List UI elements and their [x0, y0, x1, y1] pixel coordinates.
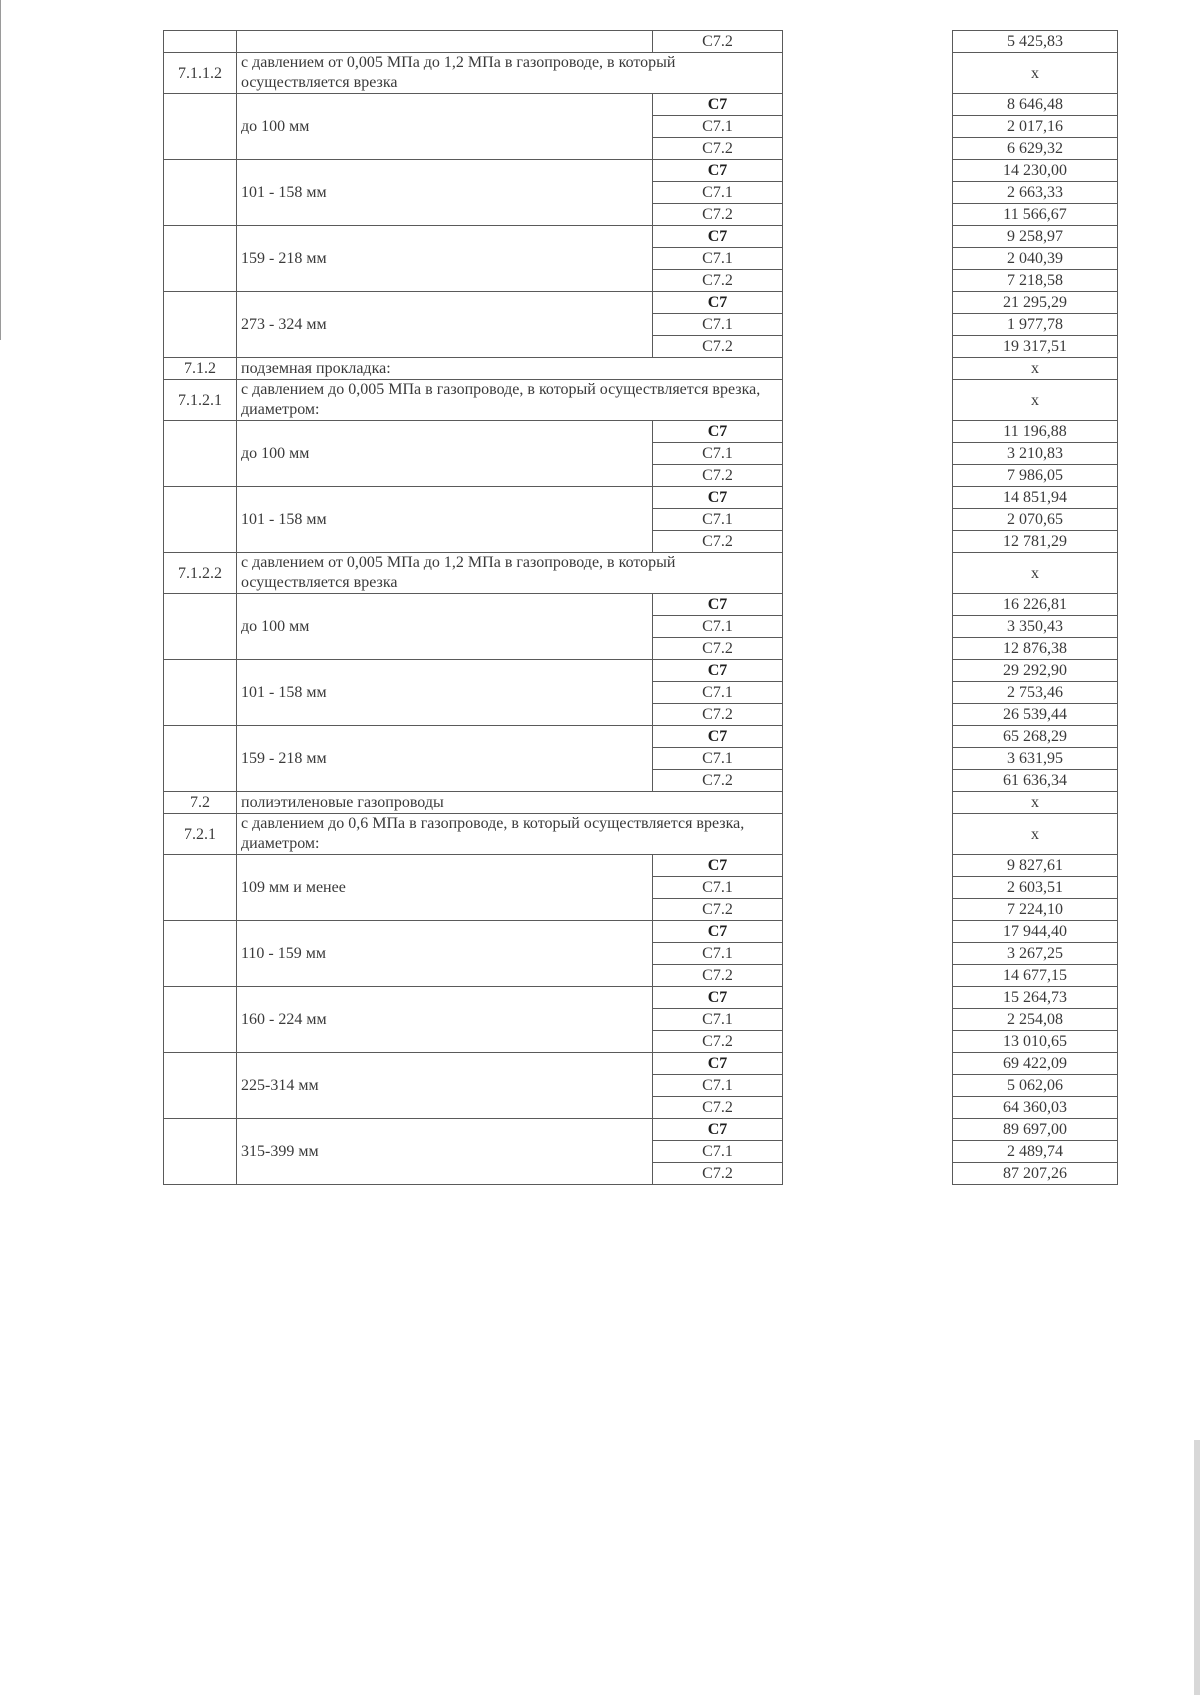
- section-header-row: [164, 792, 1118, 814]
- category-code-cell: С7.1: [653, 248, 783, 270]
- item-code-cell: [164, 226, 237, 292]
- value-cell: 11 566,67: [953, 204, 1118, 226]
- category-code-cell: С7.2: [653, 965, 783, 987]
- item-code-cell: [164, 660, 237, 726]
- section-header-row: [164, 53, 1118, 94]
- section-value: х: [953, 380, 1118, 421]
- category-code-cell: С7: [653, 660, 783, 682]
- value-cell: 19 317,51: [953, 336, 1118, 358]
- spacer-cell: [783, 182, 953, 204]
- diameter-label: 110 - 159 мм: [237, 921, 653, 987]
- category-code-cell: С7.2: [653, 704, 783, 726]
- category-code-cell: С7: [653, 987, 783, 1009]
- section-title: с давлением от 0,005 МПа до 1,2 МПа в газопроводе, в который осуществляется врезка: [237, 53, 783, 94]
- spacer-cell: [783, 443, 953, 465]
- spacer-cell: [783, 31, 953, 53]
- value-cell: 2 254,08: [953, 1009, 1118, 1031]
- item-code-cell: [164, 1119, 237, 1185]
- value-cell: 12 876,38: [953, 638, 1118, 660]
- value-cell: 5 425,83: [953, 31, 1118, 53]
- value-cell: 1 977,78: [953, 314, 1118, 336]
- spacer-cell: [783, 160, 953, 182]
- category-code-cell: С7.1: [653, 682, 783, 704]
- spacer-cell: [783, 421, 953, 443]
- category-code-cell: С7.2: [653, 204, 783, 226]
- value-cell: 2 070,65: [953, 509, 1118, 531]
- category-code-cell: С7.1: [653, 443, 783, 465]
- value-cell: 3 210,83: [953, 443, 1118, 465]
- spacer-cell: [783, 248, 953, 270]
- spacer-cell: [783, 877, 953, 899]
- diameter-label: до 100 мм: [237, 421, 653, 487]
- tariff-table-body: [164, 31, 1118, 1185]
- category-code-cell: С7: [653, 94, 783, 116]
- spacer-cell: [783, 660, 953, 682]
- category-code-cell: С7.1: [653, 1075, 783, 1097]
- spacer-cell: [783, 943, 953, 965]
- page-edge-shadow: [1194, 1440, 1200, 1695]
- spacer-cell: [783, 204, 953, 226]
- page-edge-line: [0, 0, 1, 340]
- spacer-cell: [783, 704, 953, 726]
- value-cell: 17 944,40: [953, 921, 1118, 943]
- table-row: [164, 987, 1118, 1009]
- spacer-cell: [783, 1053, 953, 1075]
- value-cell: 6 629,32: [953, 138, 1118, 160]
- value-cell: 11 196,88: [953, 421, 1118, 443]
- item-code-cell: [164, 292, 237, 358]
- category-code-cell: С7.2: [653, 336, 783, 358]
- value-cell: 5 062,06: [953, 1075, 1118, 1097]
- diameter-label: 109 мм и менее: [237, 855, 653, 921]
- table-row: [164, 487, 1118, 509]
- value-cell: 65 268,29: [953, 726, 1118, 748]
- diameter-label: 101 - 158 мм: [237, 487, 653, 553]
- section-header-row: [164, 358, 1118, 380]
- category-code-cell: С7: [653, 726, 783, 748]
- spacer-cell: [783, 314, 953, 336]
- category-code-cell: С7.2: [653, 465, 783, 487]
- item-code-cell: [164, 987, 237, 1053]
- section-code: 7.1.2: [164, 358, 237, 380]
- item-code-cell: [164, 921, 237, 987]
- item-code-cell: [164, 594, 237, 660]
- spacer-cell: [783, 94, 953, 116]
- table-row: [164, 921, 1118, 943]
- spacer-cell: [783, 292, 953, 314]
- category-code-cell: С7: [653, 487, 783, 509]
- category-code-cell: С7.2: [653, 1097, 783, 1119]
- table-row: [164, 292, 1118, 314]
- item-code-cell: [164, 1053, 237, 1119]
- diameter-label: 159 - 218 мм: [237, 226, 653, 292]
- section-header-row: [164, 814, 1118, 855]
- table-row: [164, 1053, 1118, 1075]
- category-code-cell: С7: [653, 226, 783, 248]
- category-code-cell: С7.2: [653, 638, 783, 660]
- category-code-cell: С7: [653, 421, 783, 443]
- category-code-cell: С7: [653, 160, 783, 182]
- spacer-cell: [783, 531, 953, 553]
- section-value: х: [953, 553, 1118, 594]
- value-cell: 14 677,15: [953, 965, 1118, 987]
- spacer-cell: [783, 358, 953, 380]
- category-code-cell: С7.1: [653, 748, 783, 770]
- item-code-cell: [164, 421, 237, 487]
- value-cell: 7 218,58: [953, 270, 1118, 292]
- spacer-cell: [783, 509, 953, 531]
- spacer-cell: [783, 748, 953, 770]
- spacer-cell: [783, 553, 953, 594]
- item-code-cell: [164, 487, 237, 553]
- table-row: [164, 726, 1118, 748]
- section-code: 7.2.1: [164, 814, 237, 855]
- spacer-cell: [783, 1097, 953, 1119]
- value-cell: 9 827,61: [953, 855, 1118, 877]
- diameter-label: 101 - 158 мм: [237, 660, 653, 726]
- spacer-cell: [783, 987, 953, 1009]
- diameter-label: до 100 мм: [237, 94, 653, 160]
- section-title: полиэтиленовые газопроводы: [237, 792, 783, 814]
- section-title: с давлением до 0,6 МПа в газопроводе, в который осуществляется врезка, диаметром:: [237, 814, 783, 855]
- value-cell: 16 226,81: [953, 594, 1118, 616]
- spacer-cell: [783, 814, 953, 855]
- spacer-cell: [783, 899, 953, 921]
- value-cell: 89 697,00: [953, 1119, 1118, 1141]
- section-title: с давлением от 0,005 МПа до 1,2 МПа в газопроводе, в который осуществляется врезка: [237, 553, 783, 594]
- value-cell: 9 258,97: [953, 226, 1118, 248]
- value-cell: 2 017,16: [953, 116, 1118, 138]
- value-cell: 7 224,10: [953, 899, 1118, 921]
- spacer-cell: [783, 138, 953, 160]
- value-cell: 2 040,39: [953, 248, 1118, 270]
- spacer-cell: [783, 965, 953, 987]
- tariff-table: [163, 30, 1118, 1185]
- category-code-cell: С7.1: [653, 509, 783, 531]
- section-header-row: [164, 553, 1118, 594]
- spacer-cell: [783, 1075, 953, 1097]
- item-code-cell: [164, 855, 237, 921]
- table-row: [164, 421, 1118, 443]
- category-code-cell: С7.1: [653, 1009, 783, 1031]
- section-title: подземная прокладка:: [237, 358, 783, 380]
- value-cell: 26 539,44: [953, 704, 1118, 726]
- section-value: х: [953, 814, 1118, 855]
- spacer-cell: [783, 1163, 953, 1185]
- value-cell: 14 851,94: [953, 487, 1118, 509]
- section-value: х: [953, 792, 1118, 814]
- category-code-cell: С7: [653, 855, 783, 877]
- spacer-cell: [783, 465, 953, 487]
- value-cell: 3 631,95: [953, 748, 1118, 770]
- diameter-label: 225-314 мм: [237, 1053, 653, 1119]
- spacer-cell: [783, 1141, 953, 1163]
- value-cell: 15 264,73: [953, 987, 1118, 1009]
- spacer-cell: [783, 726, 953, 748]
- spacer-cell: [783, 336, 953, 358]
- table-row: [164, 160, 1118, 182]
- spacer-cell: [783, 1031, 953, 1053]
- item-code-cell: [164, 726, 237, 792]
- category-code-cell: С7.2: [653, 31, 783, 53]
- category-code-cell: С7.1: [653, 116, 783, 138]
- value-cell: 7 986,05: [953, 465, 1118, 487]
- category-code-cell: С7: [653, 1119, 783, 1141]
- category-code-cell: С7.1: [653, 877, 783, 899]
- value-cell: 2 753,46: [953, 682, 1118, 704]
- spacer-cell: [783, 1119, 953, 1141]
- section-value: х: [953, 358, 1118, 380]
- spacer-cell: [783, 226, 953, 248]
- spacer-cell: [783, 53, 953, 94]
- spacer-cell: [783, 594, 953, 616]
- category-code-cell: С7: [653, 594, 783, 616]
- section-value: х: [953, 53, 1118, 94]
- value-cell: 3 267,25: [953, 943, 1118, 965]
- spacer-cell: [783, 682, 953, 704]
- diameter-label: 273 - 324 мм: [237, 292, 653, 358]
- section-title: с давлением до 0,005 МПа в газопроводе, в который осуществляется врезка, диаметром:: [237, 380, 783, 421]
- spacer-cell: [783, 487, 953, 509]
- category-code-cell: С7.2: [653, 138, 783, 160]
- spacer-cell: [783, 616, 953, 638]
- section-code: 7.2: [164, 792, 237, 814]
- value-cell: 69 422,09: [953, 1053, 1118, 1075]
- section-code: 7.1.2.1: [164, 380, 237, 421]
- category-code-cell: С7.2: [653, 1163, 783, 1185]
- value-cell: 13 010,65: [953, 1031, 1118, 1053]
- spacer-cell: [783, 770, 953, 792]
- section-code: 7.1.1.2: [164, 53, 237, 94]
- value-cell: 12 781,29: [953, 531, 1118, 553]
- item-code-cell: [164, 94, 237, 160]
- category-code-cell: С7.1: [653, 943, 783, 965]
- table-row: [164, 660, 1118, 682]
- table-row: [164, 226, 1118, 248]
- category-code-cell: С7.2: [653, 531, 783, 553]
- value-cell: 64 360,03: [953, 1097, 1118, 1119]
- spacer-cell: [783, 116, 953, 138]
- category-code-cell: С7.2: [653, 270, 783, 292]
- description-cell: [237, 31, 653, 53]
- category-code-cell: С7.2: [653, 899, 783, 921]
- item-code-cell: [164, 160, 237, 226]
- category-code-cell: С7.1: [653, 182, 783, 204]
- table-row: [164, 1119, 1118, 1141]
- table-row: [164, 855, 1118, 877]
- value-cell: 61 636,34: [953, 770, 1118, 792]
- category-code-cell: С7: [653, 292, 783, 314]
- diameter-label: 160 - 224 мм: [237, 987, 653, 1053]
- spacer-cell: [783, 921, 953, 943]
- item-code-cell: [164, 31, 237, 53]
- spacer-cell: [783, 270, 953, 292]
- value-cell: 3 350,43: [953, 616, 1118, 638]
- spacer-cell: [783, 638, 953, 660]
- value-cell: 21 295,29: [953, 292, 1118, 314]
- diameter-label: 159 - 218 мм: [237, 726, 653, 792]
- table-row: [164, 594, 1118, 616]
- category-code-cell: С7.2: [653, 770, 783, 792]
- spacer-cell: [783, 855, 953, 877]
- value-cell: 2 603,51: [953, 877, 1118, 899]
- category-code-cell: С7: [653, 921, 783, 943]
- section-header-row: [164, 380, 1118, 421]
- category-code-cell: С7: [653, 1053, 783, 1075]
- table-row: [164, 31, 1118, 53]
- table-row: [164, 94, 1118, 116]
- value-cell: 2 663,33: [953, 182, 1118, 204]
- diameter-label: 315-399 мм: [237, 1119, 653, 1185]
- value-cell: 2 489,74: [953, 1141, 1118, 1163]
- spacer-cell: [783, 792, 953, 814]
- category-code-cell: С7.1: [653, 314, 783, 336]
- spacer-cell: [783, 380, 953, 421]
- category-code-cell: С7.1: [653, 1141, 783, 1163]
- diameter-label: 101 - 158 мм: [237, 160, 653, 226]
- value-cell: 14 230,00: [953, 160, 1118, 182]
- diameter-label: до 100 мм: [237, 594, 653, 660]
- category-code-cell: С7.2: [653, 1031, 783, 1053]
- spacer-cell: [783, 1009, 953, 1031]
- value-cell: 87 207,26: [953, 1163, 1118, 1185]
- value-cell: 29 292,90: [953, 660, 1118, 682]
- category-code-cell: С7.1: [653, 616, 783, 638]
- section-code: 7.1.2.2: [164, 553, 237, 594]
- value-cell: 8 646,48: [953, 94, 1118, 116]
